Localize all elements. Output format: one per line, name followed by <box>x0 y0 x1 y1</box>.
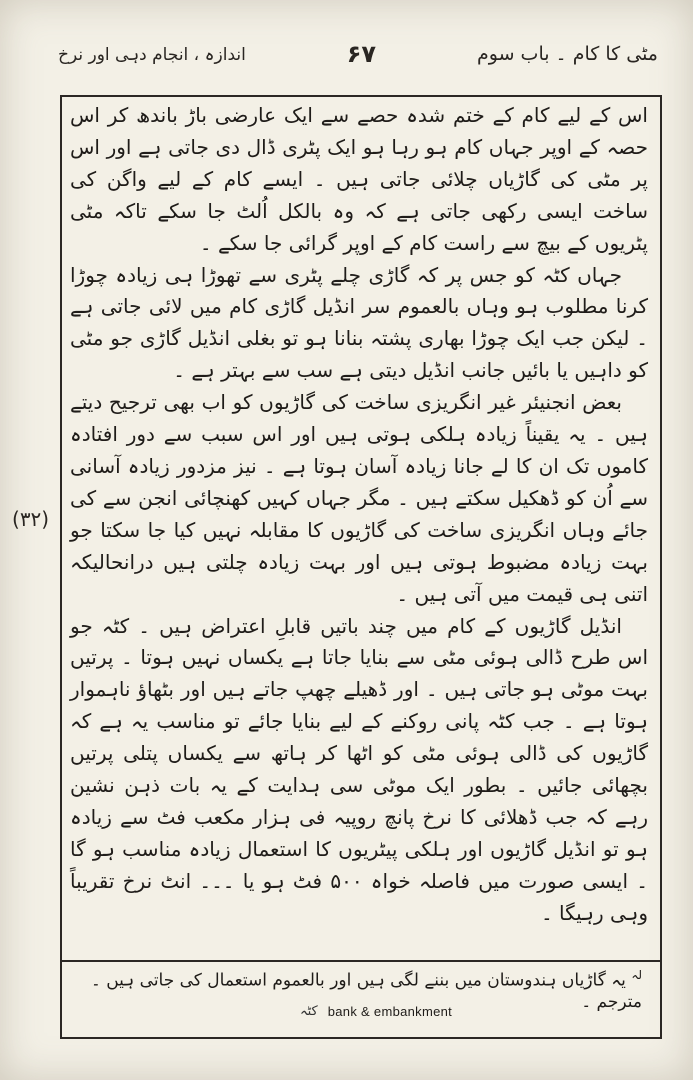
chapter-title: مٹی کا کام ۔ باب سوم <box>477 43 658 65</box>
page-number: ۶۷ <box>346 40 377 68</box>
margin-marker: (۳۲) <box>12 507 50 531</box>
paragraph: اس کے لیے کام کے ختم شدہ حصے سے ایک عارضی باڑ باندھ کر اس حصہ کے اوپر جہاں کام ہو رہا ہو ایک پٹری ڈال دی جاتی ہے اور اس پر مٹی کی گاڑیاں چلائی جاتی ہیں ۔ ایسے کام کے لیے واگن کی ساخت ایسی رکھی جاتی ہے کہ وہ بالکل اُلٹ جا سکے تاکہ مٹی پٹریوں کے بیچ سے راست کام کے اوپر گرائی جا سکے ۔ <box>70 103 648 255</box>
footnote-mark: لہ <box>631 968 642 982</box>
footnote-gloss <box>300 1004 560 1019</box>
paragraph: انڈیل گاڑیوں کے کام میں چند باتیں قابلِ اعتراض ہیں ۔ کٹہ جو اس طرح ڈالی ہوئی مٹی سے بنایا جاتا ہے یکساں نہیں ہوتا ۔ پرتیں بہت موٹی ہو جاتی ہیں ۔ اور ڈھیلے چھپ جاتے ہیں اور بٹھاؤ ناہموار ہوتا ہے ۔ جب کٹہ پانی روکنے کے لیے بنایا جائے تو مناسب یہ ہے کہ گاڑیوں کی ڈالی ہوئی مٹی کو اٹھا کر ہاتھ سے یکساں پتلی پرتیں بچھائی جائیں ۔ بطور ایک موٹی سی ہدایت کے یہ بات ذہن نشین رہے کہ جب ڈھلائی کا نرخ پانچ روپیہ فی ہزار مکعب فٹ سے زیادہ ہو تو انڈیل گاڑیوں اور ہلکی پیٹریوں کا استعمال زیادہ مناسب ہو گا ۔ ایسی صورت میں فاصلہ خواہ ۵۰۰ فٹ ہو یا ۔۔۔ انٹ نرخ تقریباً وہی رہیگا ۔ <box>70 613 649 925</box>
footnote-text: یہ گاڑیاں ہندوستان میں بننے لگی ہیں اور بالعموم استعمال کی جاتی ہیں ۔ مترجم ۔ <box>90 970 642 1012</box>
gloss-english: bank & embankment <box>327 1004 453 1019</box>
gloss-urdu: کٹہ <box>300 1004 318 1019</box>
body-text <box>70 100 648 952</box>
paragraph: بعض انجنیئر غیر انگریزی ساخت کی گاڑیوں کو اب بھی ترجیح دیتے ہیں ۔ یہ یقیناً زیادہ ہلکی ہوتی ہیں اور اس سبب سے دور افتادہ کاموں تک ان کا لے جانا زیادہ آسان ہوتا ہے ۔ نیز مزدور زیادہ آسانی سے اُن کو ڈھکیل سکتے ہیں ۔ مگر جہاں کہیں کھنچائی انجن سے کی جائے وہاں انگریزی ساخت کی گاڑیوں کا مقابلہ نہیں کیا جا سکتا جو بہت زیادہ مضبوط ہوتی ہیں اور بہت زیادہ چلتی ہیں درانحالیکہ اتنی ہی قیمت میں آتی ہیں ۔ <box>70 390 648 606</box>
section-title: اندازہ ، انجام دہی اور نرخ <box>58 44 246 65</box>
footnote-divider <box>60 960 660 962</box>
page-header <box>58 34 658 74</box>
paragraph: جہاں کٹہ کو جس پر کہ گاڑی چلے پٹری سے تھوڑا ہی زیادہ چوڑا کرنا مطلوب ہو وہاں بالعموم سر انڈیل گاڑی کام میں لائی جاتی ہے ۔ لیکن جب ایک چوڑا بھاری پشتہ بنانا ہو تو بغلی انڈیل گاڑی جو مٹی کو داہیں یا بائیں جانب انڈیل دیتی ہے سب سے بہتر ہے ۔ <box>70 262 648 383</box>
